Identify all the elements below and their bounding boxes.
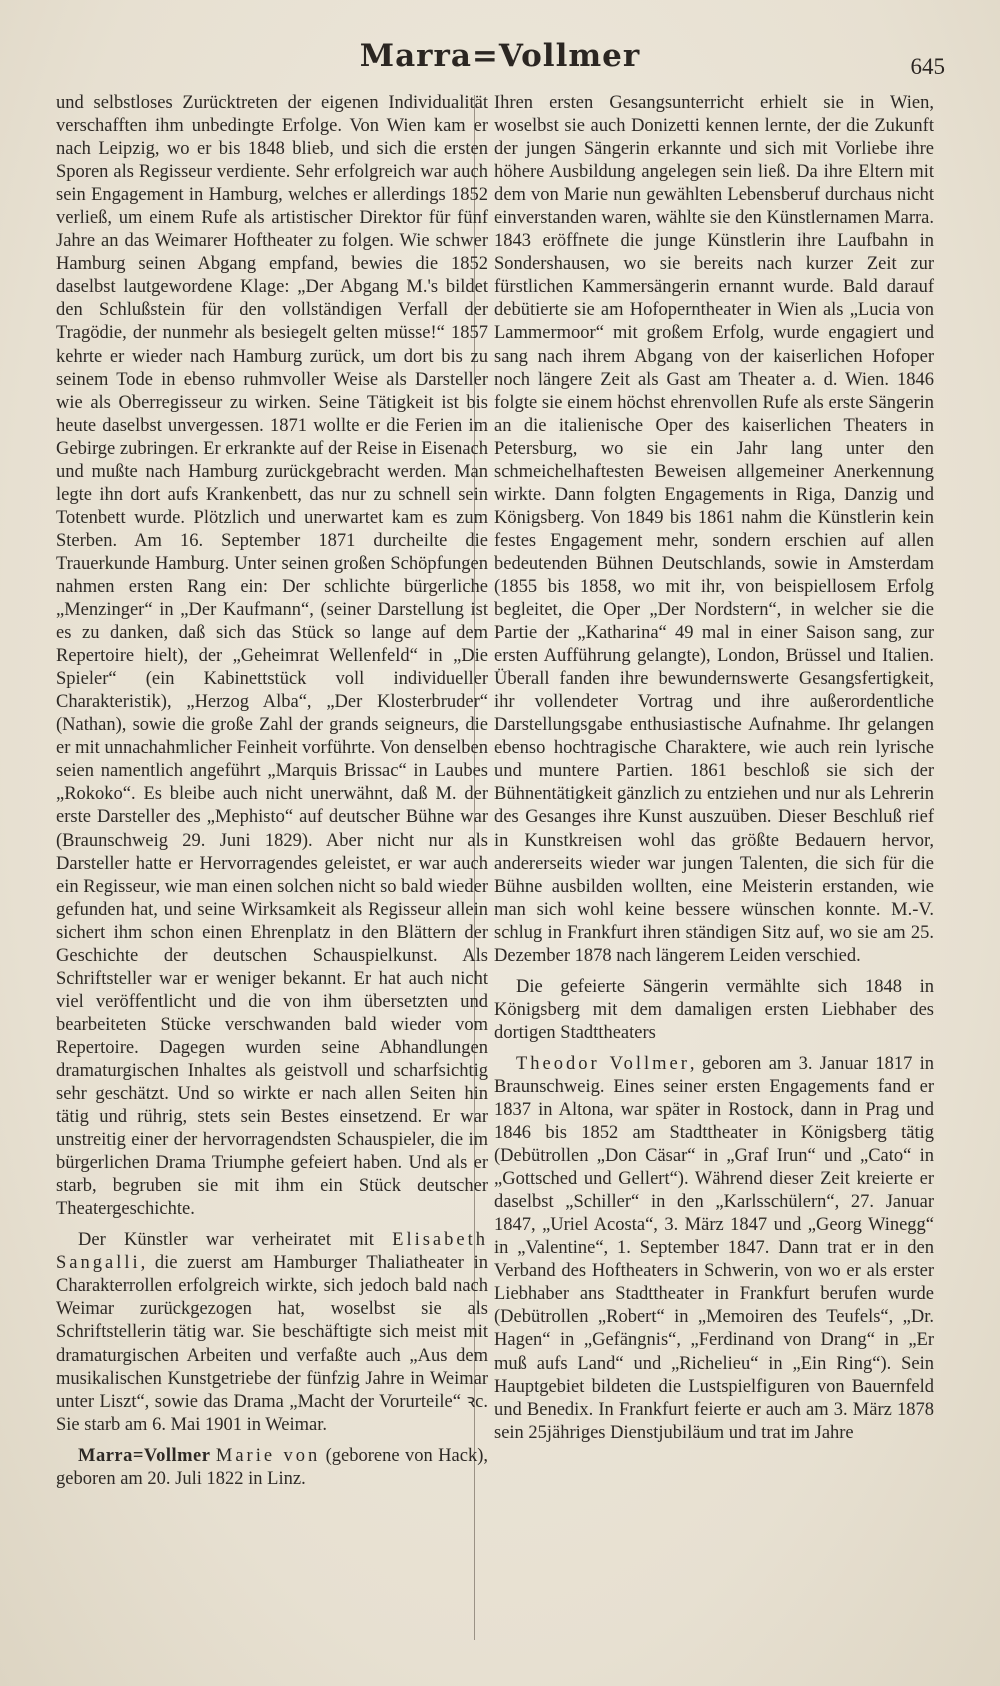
left-paragraph-2 — [56, 1229, 488, 1436]
right-paragraph-1: Ihren ersten Gesangsunterricht erhielt sie in Wien, woselbst sie auch Donizetti kennen lernte, der die Zukunft der jungen Sängerin erkannte und sich mit Vorliebe ihre höhere Ausbildung angelegen sein ließ. Da ihre Eltern mit dem von Marie nun gewählten Lebensberuf durchaus nicht einverstanden waren, wählte sie den Künstlernamen Marra. 1843 eröffnete die junge Künstlerin ihre Laufbahn in Sondershausen, wo sie bereits nach kurzer Zeit zur fürstlichen Kammersängerin ernannt wurde. Bald darauf debütierte sie am Hofoperntheater in Wien als „Lucia von Lammermoor“ mit großem Erfolg, wurde engagiert und sang nach ihrem Abgang von der kaiserlichen Hofoper noch längere Zeit als Gast am Theater a. d. Wien. 1846 folgte sie einem höchst ehrenvollen Rufe als erste Sängerin an die italienische Oper des kaiserlichen Theaters in Petersburg, wo sie ein Jahr lang unter den schmeichelhaftesten Beweisen allgemeiner Anerkennung wirkte. Dann folgten Engagements in Riga, Danzig und Königsberg. Von 1849 bis 1861 nahm die Künstlerin kein festes Engagement mehr, sondern erschien auf allen bedeutenden Bühnen Deutschlands, sowie in Amsterdam (1855 bis 1858, wo mit ihr, von beispiellosem Erfolg begleitet, die Oper „Der Nordstern“, in welcher sie die Partie der „Katharina“ 49 mal in einer Saison sang, zur ersten Aufführung gelangte), London, Brüssel und Italien. Überall fanden ihre bewundernswerte Gesangsfertigkeit, ihr vollendeter Vortrag und ihre außerordentliche Darstellungsgabe enthusiastische Aufnahme. Ihr gelangen ebenso hochtragische Charaktere, wie auch rein lyrische und muntere Partien. 1861 beschloß sie sich der Bühnentätigkeit gänzlich zu entziehen und nur als Lehrerin des Gesanges ihre Kunst auszuüben. Dieser Beschluß rief in Kunstkreisen wohl das größte Bedauern hervor, andererseits wieder war jungen Talenten, die sich für die Bühne ausbilden wollten, eine Meisterin erstanden, wie man sich wohl keine bessere wünschen konnte. M.-V. schlug in Frankfurt ihren ständigen Sitz auf, wo sie am 25. Dezember 1878 nach längerem Leiden verschied. — [494, 93, 934, 966]
entry-theodor-vollmer — [494, 1053, 934, 1445]
paragraph-gap — [56, 1437, 488, 1445]
person-name-sangalli: Elisabeth Sangalli — [56, 1230, 488, 1274]
entry-marra-vollmer — [56, 1445, 488, 1491]
left-paragraph-1: und selbstloses Zurücktreten der eigenen Individualität verschafften ihm unbedingte Erfolge. Von Wien kam er nach Leipzig, wo er bis 1848 blieb, und sich die ersten Sporen als Regisseur verdiente. Sehr erfolgreich war auch sein Engagement in Hamburg, welches er allerdings 1852 verließ, um einem Rufe als artistischer Direktor für fünf Jahre an das Weimarer Hoftheater zu folgen. Wie schwer Hamburg seinen Abgang empfand, bewies die 1852 daselbst lautgewordene Klage: „Der Abgang M.'s bildet den Schlußstein für den vollständigen Verfall der Tragödie, der nunmehr als besiegelt gelten müsse!“ 1857 kehrte er wieder nach Hamburg zurück, um dort bis zu seinem Tode in ebenso ruhmvoller Weise als Darsteller wie als Oberregisseur zu wirken. Seine Tätigkeit ist bis heute daselbst unvergessen. 1871 wollte er die Ferien im Gebirge zubringen. Er erkrankte auf der Reise in Eisenach und mußte nach Hamburg zurückgebracht werden. Man legte ihn dort aufs Krankenbett, das nur zu schnell sein Totenbett wurde. Plötzlich und unerwartet kam es zum Sterben. Am 16. September 1871 durcheilte die Trauerkunde Hamburg. Unter seinen großen Schöpfungen nahmen ersten Rang ein: Der schlichte bürgerliche „Menzinger“ in „Der Kaufmann“, (seiner Darstellung ist es zu danken, daß sich das Stück so lange auf dem Repertoire hielt), der „Geheimrat Wellenfeld“ in „Die Spieler“ (ein Kabinettstück voll individueller Charakteristik), „Herzog Alba“, „Der Klosterbruder“ (Nathan), sowie die große Zahl der grands seigneurs, die er mit unnachahmlicher Feinheit vorführte. Von denselben seien namentlich angeführt „Marquis Brissac“ in Laubes „Rokoko“. Es bleibe auch nicht unerwähnt, daß M. der erste Darsteller des „Mephisto“ auf deutscher Bühne war (Braunschweig 29. Juni 1829). Aber nicht nur als Darsteller hatte er Hervorragendes geleistet, er war auch ein Regisseur, wie man einen solchen nicht so bald wieder gefunden hat, und seine Wirksamkeit als Regisseur allein sichert ihm schon einen Ehrenplatz in den Blättern der Geschichte der deutschen Schauspielkunst. Als Schriftsteller war er weniger bekannt. Er hat auch nicht viel veröffentlicht und die von ihm übersetzten und bearbeiteten Stücke verschwanden bald wieder vom Repertoire. Dagegen wurden seine Abhandlungen dramaturgischen Inhaltes als geistvoll und scharfsichtig sehr geschätzt. Und so wirkte er nach allen Seiten hin tätig und rührig, stets sein Bestes einsetzend. Er war unstreitig einer der hervorragendsten Schauspieler, die im bürgerlichen Drama Triumphe gefeiert haben. Und als er starb, begruben sie mit ihm ein Stück deutscher Theatergeschichte. — [56, 93, 488, 1220]
entry-marra-vollmer-text: (geborene von Hack), geboren am 20. Juli 1822 in Linz. — [56, 1445, 488, 1489]
person-name-theodor-vollmer: Theodor Vollmer — [516, 1053, 690, 1074]
left-paragraph-2-pre: Der Künstler war verheiratet mit — [78, 1230, 393, 1251]
left-paragraph-2-post: , die zuerst am Hamburger Thaliatheater in Charakterrollen erfolgreich wirkte, sich jedoch bald nach Weimar zurückgezogen hat, woselbst sie als Schriftstellerin tätig war. Sie beschäftigte sich meist mit dramaturgischen Arbeiten und verfaßte auch „Aus dem musikalischen Kunstgetriebe der fünfzig Jahre in Weimar unter Liszt“, sowie das Drama „Macht der Vorurteile“ ꝛc. Sie starb am 6. Mai 1901 in Weimar. — [56, 1253, 488, 1435]
paragraph-gap — [56, 1221, 488, 1229]
paragraph-gap — [494, 968, 934, 976]
left-column — [56, 92, 488, 1491]
entry-heading-marra-vollmer: Marra=Vollmer — [78, 1445, 211, 1466]
entry-theodor-vollmer-text: , geboren am 3. Januar 1817 in Braunschweig. Eines seiner ersten Engagements fand er 1837 in Altona, war später in Rostock, dann in Prag und 1846 bis 1852 am Stadttheater in Königsberg tätig (Debütrollen „Don Cäsar“ in „Graf Irun“ und „Cato“ in „Gottsched und Gellert“). Während dieser Zeit kreierte er daselbst „Schiller“ in den „Karlsschülern“, 27. Januar 1847, „Uriel Acosta“, 3. März 1847 und „Georg Winegg“ in „Valentine“, 1. September 1847. Dann trat er in den Verband des Hoftheaters in Schwerin, von wo er als erster Liebhaber ans Stadttheater in Frankfurt berufen wurde (Debütrollen „Robert“ in „Memoiren des Teufels“, „Dr. Hagen“ in „Gefängnis“, „Ferdinand von Drang“ in „Er muß aufs Land“ und „Richelieu“ in „Ein Ring“). Sein Hauptgebiet bildeten die Lustspielfiguren von Bauernfeld und Benedix. In Frankfurt feierte er auch am 3. März 1878 sein 25jähriges Dienstjubiläum und trat im Jahre — [494, 1053, 935, 1443]
person-name-marie: Marie von — [215, 1445, 321, 1466]
paragraph-gap — [494, 1045, 934, 1053]
page-number: 645 — [910, 54, 945, 79]
running-head-title: Marra=Vollmer — [359, 38, 641, 74]
right-paragraph-2: Die gefeierte Sängerin vermählte sich 1848 in Königsberg mit dem damaligen ersten Liebhaber des dortigen Stadttheaters — [494, 976, 934, 1043]
right-column — [494, 92, 934, 1445]
